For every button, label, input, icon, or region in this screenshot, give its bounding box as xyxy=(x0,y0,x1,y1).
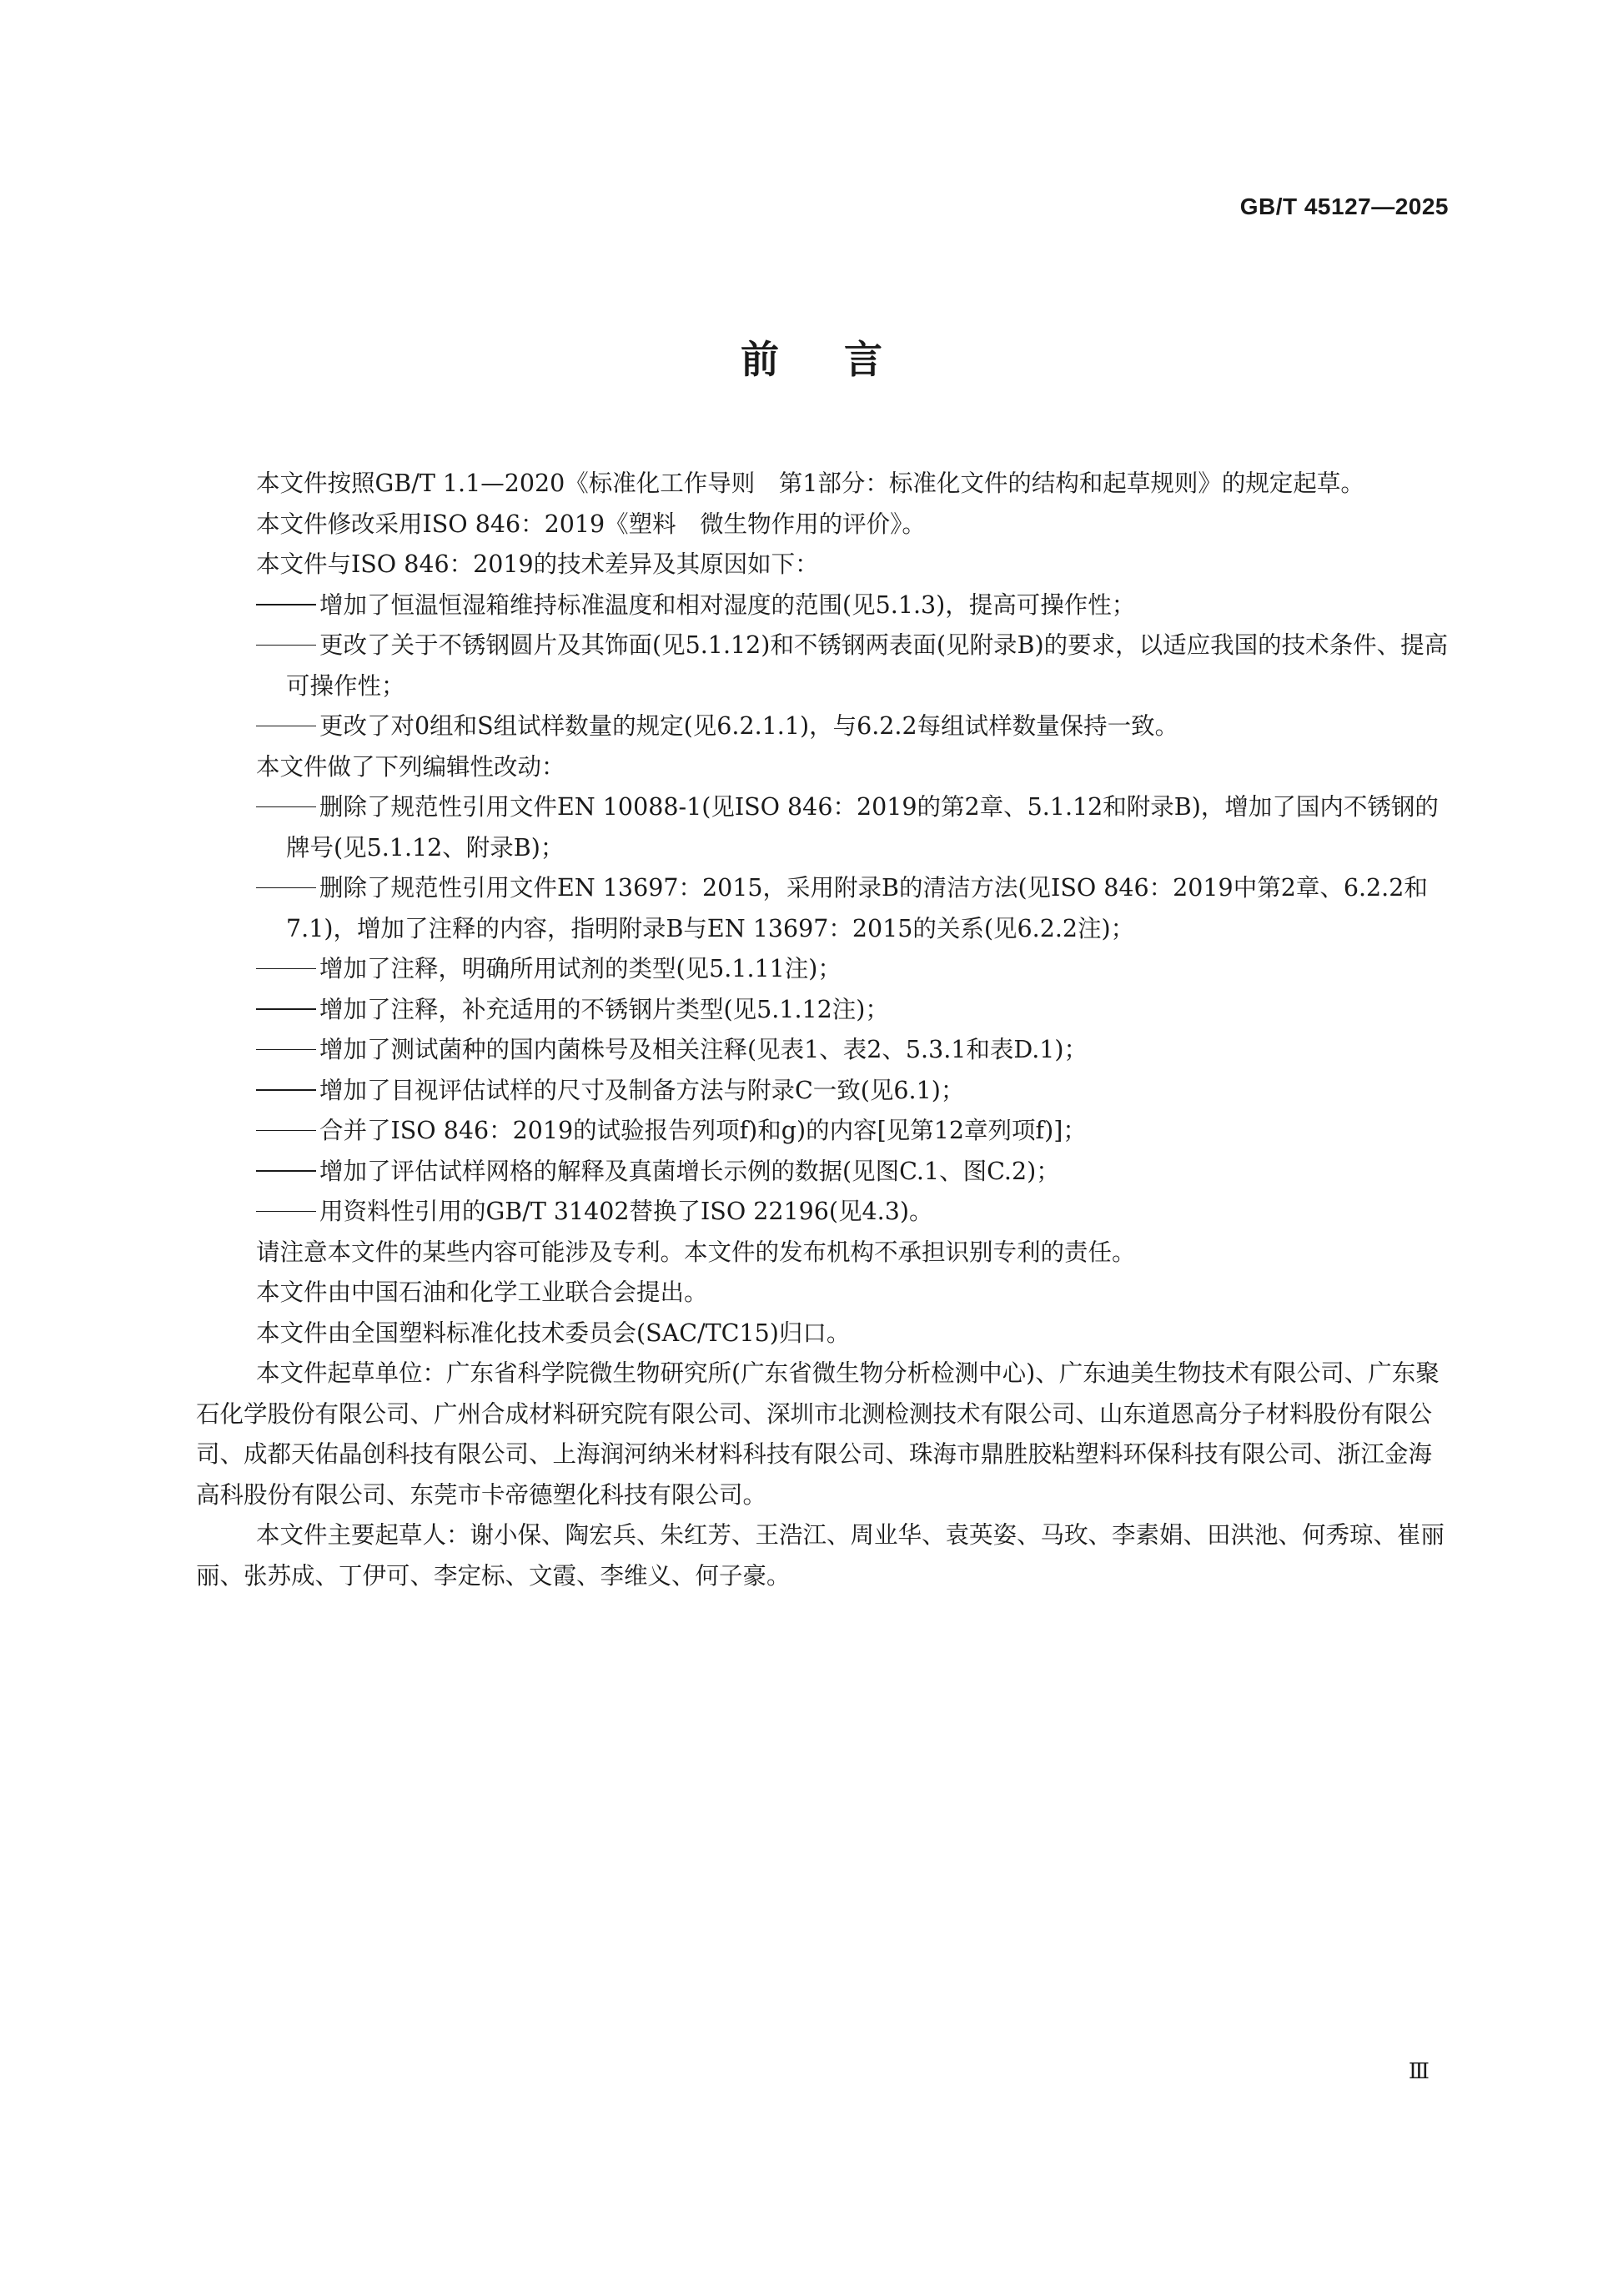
list-item-text: 更改了关于不锈钢圆片及其饰面(见5.1.12)和不锈钢两表面(见附录B)的要求，以适应我国的技术条件、提高可操作性； xyxy=(286,631,1449,700)
list-item-text: 更改了对0组和S组试样数量的规定(见6.2.1.1)，与6.2.2每组试样数量保持一致。 xyxy=(319,712,1179,740)
list-item xyxy=(196,1152,1451,1193)
document-body xyxy=(196,464,1451,1596)
em-dash-marker xyxy=(256,1130,316,1132)
em-dash-marker xyxy=(256,1008,316,1010)
em-dash-marker xyxy=(256,887,316,889)
list-item xyxy=(196,1030,1451,1071)
em-dash-marker xyxy=(256,806,316,808)
list-item-text: 增加了评估试样网格的解释及真菌增长示例的数据(见图C.1、图C.2)； xyxy=(319,1157,1060,1185)
page-number: Ⅲ xyxy=(1408,2059,1430,2084)
em-dash-marker xyxy=(256,1170,316,1172)
list-item xyxy=(196,585,1451,626)
list-item xyxy=(196,990,1451,1031)
list-item xyxy=(196,868,1451,949)
list-item-text: 增加了目视评估试样的尺寸及制备方法与附录C一致(见6.1)； xyxy=(319,1076,965,1104)
em-dash-marker xyxy=(256,1211,316,1213)
em-dash-marker xyxy=(256,726,316,727)
paragraph: 本文件与ISO 846：2019的技术差异及其原因如下： xyxy=(256,550,819,578)
standard-code: GB/T 45127—2025 xyxy=(1239,193,1449,219)
paragraph: 请注意本文件的某些内容可能涉及专利。本文件的发布机构不承担识别专利的责任。 xyxy=(256,1238,1136,1266)
paragraph: 本文件由全国塑料标准化技术委员会(SAC/TC15)归口。 xyxy=(256,1319,851,1347)
list-item xyxy=(196,949,1451,990)
paragraph: 本文件主要起草人：谢小保、陶宏兵、朱红芳、王浩江、周业华、袁英姿、马玫、李素娟、田洪池、何秀琼、崔丽丽、张苏成、丁伊可、李定标、文霞、李维义、何子豪。 xyxy=(196,1521,1445,1590)
list-item xyxy=(196,1111,1451,1152)
list-item-text: 增加了测试菌种的国内菌株号及相关注释(见表1、表2、5.3.1和表D.1)； xyxy=(319,1036,1088,1063)
list-item xyxy=(196,706,1451,747)
list-item xyxy=(196,787,1451,868)
paragraph: 本文件按照GB/T 1.1—2020《标准化工作导则 第1部分：标准化文件的结构和起草规则》的规定起草。 xyxy=(256,470,1364,497)
em-dash-marker xyxy=(256,968,316,970)
list-item-text: 合并了ISO 846：2019的试验报告列项f)和g)的内容[见第12章列项f)]； xyxy=(319,1117,1087,1144)
em-dash-marker xyxy=(256,1089,316,1091)
page-title: 前言 xyxy=(741,337,947,382)
paragraph: 本文件修改采用ISO 846：2019《塑料 微生物作用的评价》。 xyxy=(256,510,926,538)
list-item xyxy=(196,625,1451,706)
list-item-text: 增加了恒温恒湿箱维持标准温度和相对湿度的范围(见5.1.3)，提高可操作性； xyxy=(319,590,1136,619)
list-item-text: 用资料性引用的GB/T 31402替换了ISO 22196(见4.3)。 xyxy=(319,1198,933,1225)
list-item xyxy=(196,1071,1451,1112)
paragraph: 本文件起草单位：广东省科学院微生物研究所(广东省微生物分析检测中心)、广东迪美生物技术有限公司、广东聚石化学股份有限公司、广州合成材料研究院有限公司、深圳市北测检测技术有限公司、山东道恩高分子材料股份有限公司、成都天佑晶创科技有限公司、上海润河纳米材料科技有限公司、珠海市鼎胜胶粘塑料环保科技有限公司、浙江金海高科股份有限公司、东莞市卡帝德塑化科技有限公司。 xyxy=(196,1359,1440,1509)
em-dash-marker xyxy=(256,645,316,646)
paragraph: 本文件由中国石油和化学工业联合会提出。 xyxy=(256,1279,708,1306)
list-item xyxy=(196,1192,1451,1233)
list-item-text: 增加了注释，补充适用的不锈钢片类型(见5.1.12注)； xyxy=(319,995,889,1023)
em-dash-marker xyxy=(256,1049,316,1051)
paragraph: 本文件做了下列编辑性改动： xyxy=(256,752,565,781)
list-item-text: 删除了规范性引用文件EN 13697：2015，采用附录B的清洁方法(见ISO 846：2019中第2章、6.2.2和7.1)，增加了注释的内容，指明附录B与EN 13697：2015的关系(见6.2.2注)； xyxy=(286,874,1428,942)
list-item-text: 增加了注释，明确所用试剂的类型(见5.1.11注)； xyxy=(319,955,842,982)
em-dash-marker xyxy=(256,604,316,605)
list-item-text: 删除了规范性引用文件EN 10088-1(见ISO 846：2019的第2章、5.1.12和附录B)，增加了国内不锈钢的牌号(见5.1.12、附录B)； xyxy=(286,793,1439,862)
